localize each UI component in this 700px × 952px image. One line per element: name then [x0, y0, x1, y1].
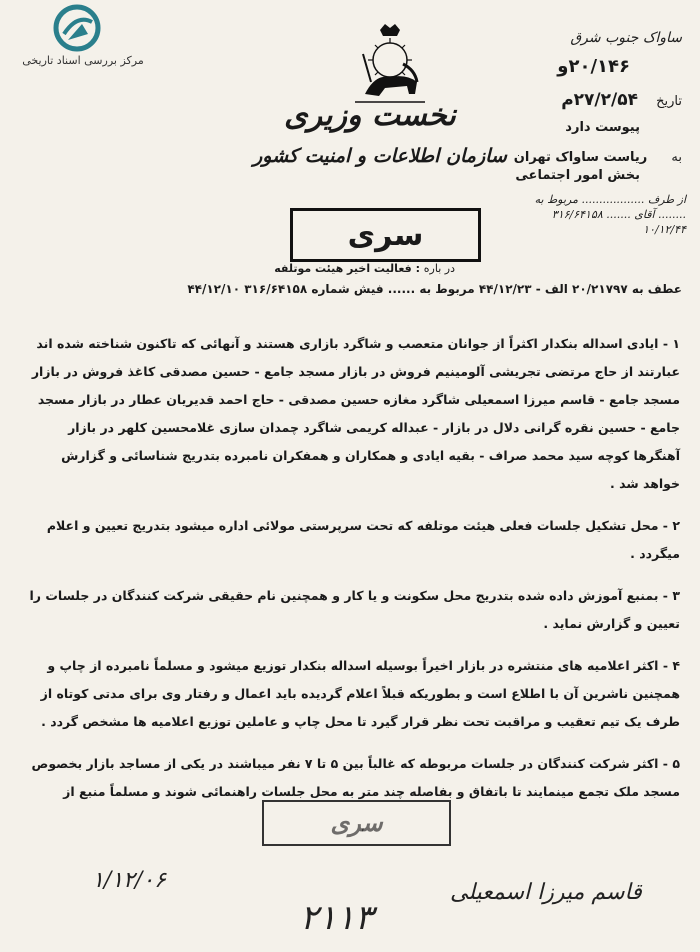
header-date-label: تاریخ: [656, 94, 682, 109]
letterhead-organization: سازمان اطلاعات و امنیت کشور: [253, 145, 507, 167]
subject-label: در باره: [423, 262, 455, 275]
body-paragraph-2: ۲ - محل تشکیل جلسات فعلی هیئت موتلفه که تحت سرپرستی مولائی اداره میشود بتدریج تعیین و اعلام میگردد .: [46, 518, 680, 561]
subject-text: فعالیت اخیر هیئت موتلفه: [274, 262, 412, 275]
handwritten-number-left: ۱/۱۲/۰۶: [92, 868, 166, 893]
handwritten-name: قاسم میرزا اسمعیلی: [450, 880, 642, 905]
body-paragraph-5: ۵ - اکثر شرکت کنندگان در جلسات مربوطه که غالباً بین ۵ تا ۷ نفر میباشند در یکی از مساجد بازار بخصوص مسجد ملک تجمع مینمایند تا باتفاق و بفاصله چند متر به محل جلسات راهنمائی شوند و مسلماً منبع از: [31, 756, 680, 799]
lion-and-sun-emblem-icon: [345, 22, 435, 107]
header-to-prefix: به: [671, 150, 682, 165]
header-number: ۲۰/۱۴۶و: [557, 56, 630, 77]
header-recipient-2: بخش امور اجتماعی: [515, 168, 640, 183]
archive-logo-text: مرکز بررسی اسناد تاریخی: [22, 54, 144, 67]
archive-logo-icon: [52, 4, 102, 52]
archive-logo: [8, 4, 158, 74]
header-date: [561, 90, 682, 110]
header-attachment: پیوست دارد: [565, 120, 640, 135]
header-handwritten-note: از طرف .................. مربوط به ........ آقای ....... ۳۱۶/۶۴۱۵۸ ۱۰/۱۲/۴۴: [534, 193, 686, 236]
letterhead-title: نخست وزیری: [284, 98, 456, 133]
header-series: ساواک جنوب شرق: [570, 30, 682, 46]
body-paragraph-1: ۱ - ایادی اسداله بنکدار اکثراً از جوانان متعصب و شاگرد بازاری هستند و آنهائی که تاکنون شناخته شده اند عبارتند از حاج مرتضی تجریشی آلومینیم فروش در بازار مسجد جامع - حسین مصدقی کاغذ فروش در بازار مسجد جامع - قاسم میرزا اسمعیلی شاگرد مغازه حسین مصدقی - حاج احمد قدیریان عطار در بازار مسجد جامع - حسین نقره گرانی دلال در بازار - عبداله کریمی شاگرد چمدان سازی غلامحسین کلهر در بازار آهنگرها کوچه سید محمد صراف - بقیه ایادی و همکاران و همفکران نامبرده بتدریج شناسائی و گزارش خواهد شد .: [31, 336, 680, 491]
classification-stamp: سری: [290, 208, 481, 262]
header-recipient-1: ریاست ساواک تهران: [513, 150, 648, 165]
reference-line: عطف به ۲۰/۲۱۷۹۷ الف - ۴۴/۱۲/۲۳ مربوط به ...... فیش شماره ۳۱۶/۶۴۱۵۸ ۴۴/۱۲/۱۰: [187, 282, 682, 296]
handwritten-number-mid: ۲۱۱۳: [300, 898, 374, 938]
header-recipient: [514, 150, 682, 165]
header-date-value: ۲۷/۲/۵۴م: [561, 90, 638, 110]
body-paragraph-3: ۳ - بمنبع آموزش داده شده بتدریج محل سکونت و یا کار و همچنین نام حقیقی شرکت کنندگان در جلسات را تعیین و گزارش نماید .: [29, 588, 680, 631]
subject-line: در باره : فعالیت اخیر هیئت موتلفه: [274, 262, 455, 275]
bottom-classification-stamp: سری: [262, 800, 451, 846]
body-paragraph-4: ۴ - اکثر اعلامیه های منتشره در بازار اخیراً بوسیله اسداله بنکدار توزیع میشود و مسلماً نامبرده از چاپ و همچنین ناشرین آن با اطلاع است و بطوریکه قبلاً اعلام گردیده باید اعمال و رفتار وی برای مدتی کوتاه از طرف یک تیم تعقیب و مراقبت تحت نظر قرار گیرد تا محل چاپ و عاملین توزیع اعلامیه ها مشخص گردد .: [40, 658, 680, 729]
document-body: [24, 330, 680, 820]
